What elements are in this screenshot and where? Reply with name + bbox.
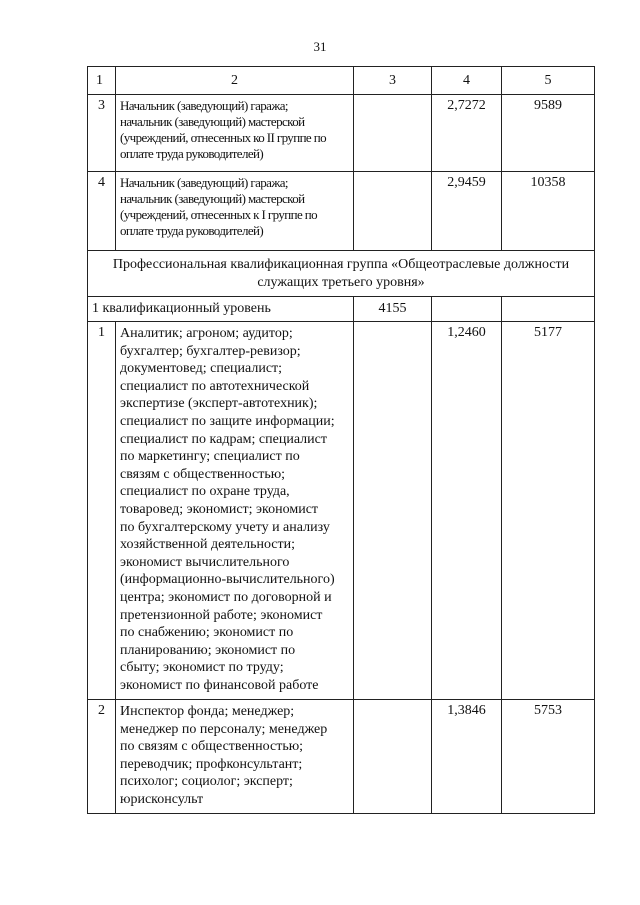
description-line: специалист по охране труда, — [120, 484, 290, 500]
page-number: 31 — [313, 39, 327, 54]
coefficient-cell: 2,7272 — [432, 95, 502, 172]
header-col-2: 2 — [116, 67, 354, 95]
qualification-group-title — [88, 251, 595, 297]
description-line: психолог; социолог; эксперт; — [120, 774, 293, 790]
description-line: связям с общественностью; — [120, 466, 286, 482]
description-line: специалист по защите информации; — [120, 413, 335, 429]
description-line: начальник (заведующий) мастерской — [120, 114, 305, 129]
description-line: специалист по кадрам; специалист — [120, 431, 327, 447]
description-line: хозяйственной деятельности; — [120, 537, 296, 553]
description-line: по бухгалтерскому учету и анализу — [120, 519, 330, 535]
base-salary-cell — [354, 172, 432, 251]
qualification-level-label: 1 квалификационный уровень — [88, 297, 354, 322]
description-line: (учреждений, отнесенных к I группе по — [120, 207, 318, 222]
table-row — [88, 700, 595, 814]
description-line: Аналитик; агроном; аудитор; — [120, 326, 293, 341]
description-line: центра; экономист по договорной и — [120, 589, 332, 605]
coefficient-cell: 2,9459 — [432, 172, 502, 251]
description-line: документовед; специалист; — [120, 361, 283, 377]
salary-cell: 5753 — [502, 700, 595, 814]
coefficient-cell: 1,2460 — [432, 322, 502, 700]
qualification-level-base: 4155 — [354, 297, 432, 322]
header-col-4: 4 — [432, 67, 502, 95]
salary-cell: 5177 — [502, 322, 595, 700]
description-line: по снабжению; экономист по — [120, 625, 294, 641]
group-title-row — [88, 251, 595, 297]
salary-cell: 9589 — [502, 95, 595, 172]
description-line: по связям с общественностью; — [120, 739, 304, 755]
position-description — [116, 700, 354, 814]
description-line: оплате труда руководителей) — [120, 223, 264, 238]
description-line: Инспектор фонда; менеджер; — [120, 704, 295, 719]
position-description — [116, 322, 354, 700]
table-header-row — [88, 67, 595, 95]
description-line: экспертизе (эксперт-автотехник); — [120, 396, 318, 412]
description-line: претензионной работе; экономист — [120, 607, 323, 623]
description-line: юрисконсульт — [120, 791, 204, 807]
row-number: 2 — [88, 700, 116, 814]
salary-cell: 10358 — [502, 172, 595, 251]
description-line: начальник (заведующий) мастерской — [120, 191, 305, 206]
description-line: переводчик; профконсультант; — [120, 756, 303, 772]
description-line: Начальник (заведующий) гаража; — [120, 98, 288, 113]
description-line: (учреждений, отнесенных ко II группе по — [120, 130, 326, 145]
row-number: 3 — [88, 95, 116, 172]
header-col-5: 5 — [502, 67, 595, 95]
header-col-3: 3 — [354, 67, 432, 95]
qualification-level-row — [88, 297, 595, 322]
base-salary-cell — [354, 322, 432, 700]
base-salary-cell — [354, 700, 432, 814]
description-line: экономист вычислительного — [120, 554, 290, 570]
description-line: по маркетингу; специалист по — [120, 449, 300, 465]
table-row — [88, 95, 595, 172]
coefficient-cell: 1,3846 — [432, 700, 502, 814]
description-line: менеджер по персоналу; менеджер — [120, 721, 328, 737]
description-line: планированию; экономист по — [120, 642, 296, 658]
header-col-1: 1 — [88, 67, 116, 95]
base-salary-cell — [354, 95, 432, 172]
position-description — [116, 172, 354, 251]
empty-cell — [432, 297, 502, 322]
empty-cell — [502, 297, 595, 322]
position-description — [116, 95, 354, 172]
description-line: (информационно-вычислительного) — [120, 572, 335, 588]
description-line: экономист по финансовой работе — [120, 677, 319, 693]
group-title-line: служащих третьего уровня» — [257, 275, 425, 290]
description-line: оплате труда руководителей) — [120, 146, 264, 161]
description-line: Начальник (заведующий) гаража; — [120, 175, 288, 190]
description-line: бухгалтер; бухгалтер-ревизор; — [120, 343, 301, 359]
row-number: 1 — [88, 322, 116, 700]
table-row — [88, 172, 595, 251]
description-line: сбыту; экономист по труду; — [120, 660, 284, 676]
table-row — [88, 322, 595, 700]
salary-table — [87, 66, 595, 814]
group-title-line: Профессиональная квалификационная группа «Общеотраслевые должности — [112, 257, 570, 272]
description-line: товаровед; экономист; экономист — [120, 501, 319, 517]
description-line: специалист по автотехнической — [120, 378, 310, 394]
row-number: 4 — [88, 172, 116, 251]
